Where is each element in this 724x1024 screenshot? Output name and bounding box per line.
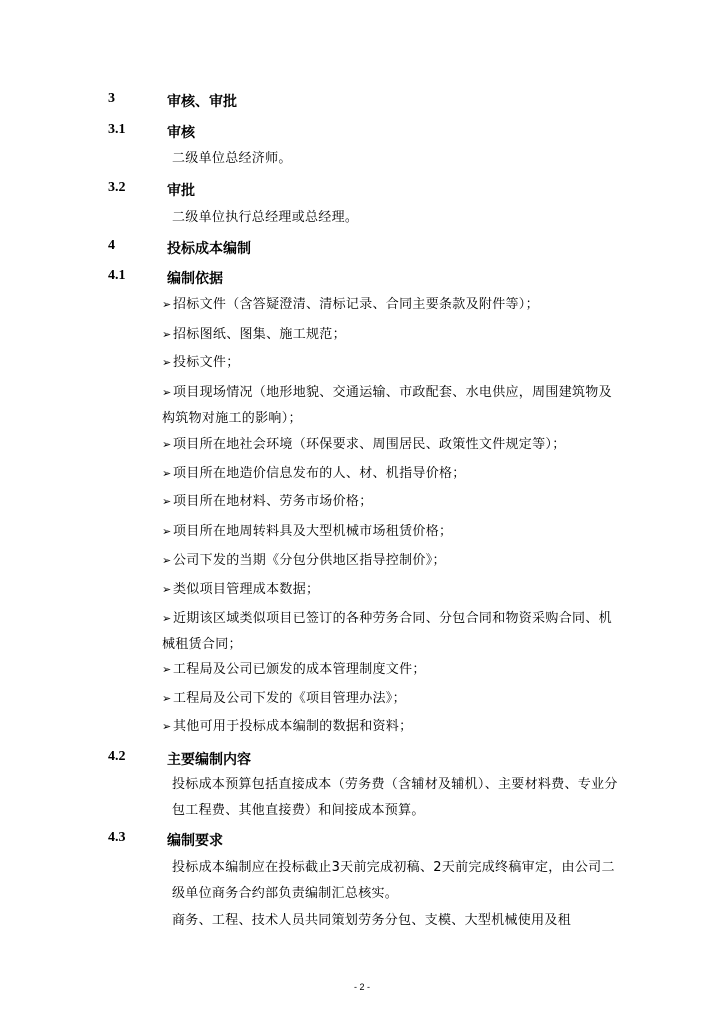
bullet-item: [162, 548, 618, 574]
section-number: 3: [108, 91, 115, 106]
arrow-bullet-icon: ➢: [162, 663, 172, 676]
arrow-bullet-icon: ➢: [162, 438, 172, 451]
section-number: 3.1: [108, 122, 126, 137]
arrow-bullet-icon: ➢: [162, 720, 172, 733]
bullet-item: [162, 686, 618, 712]
arrow-bullet-icon: ➢: [162, 328, 172, 341]
section-paragraph: 投标成本编制应在投标截止3天前完成初稿、2天前完成终稿审定，由公司二级单位商务合约部负责编制汇总核实。: [172, 860, 615, 901]
bullet-text: 项目所在地社会环境（环保要求、周围居民、政策性文件规定等）；: [173, 437, 566, 452]
section-paragraph: 商务、工程、技术人员共同策划劳务分包、支模、大型机械使用及租: [172, 913, 572, 928]
bullet-item: [162, 489, 618, 515]
section-heading: 编制要求: [167, 833, 223, 849]
bullet-item: [162, 380, 618, 432]
section-number: 4.1: [108, 268, 126, 283]
page-number: - 2 -: [353, 982, 370, 992]
bullet-item: [162, 461, 618, 487]
arrow-bullet-icon: ➢: [162, 298, 172, 311]
bullet-text: 项目现场情况（地形地貌、交通运输、市政配套、水电供应，周围建筑物及构筑物对施工的影响）；: [162, 385, 612, 426]
arrow-bullet-icon: ➢: [162, 692, 172, 705]
arrow-bullet-icon: ➢: [162, 467, 172, 480]
bullet-item: [162, 432, 618, 458]
bullet-text: 公司下发的当期《分包分供地区指导控制价》；: [173, 553, 446, 568]
section-number: 4: [108, 238, 115, 253]
section-number: 4.2: [108, 749, 126, 764]
bullet-text: 项目所在地造价信息发布的人、材、机指导价格；: [173, 466, 466, 481]
arrow-bullet-icon: ➢: [162, 554, 172, 567]
arrow-bullet-icon: ➢: [162, 612, 172, 625]
bullet-text: 其他可用于投标成本编制的数据和资料；: [173, 719, 413, 734]
section-heading: 审核: [167, 125, 195, 141]
section-heading: 审批: [167, 183, 195, 199]
bullet-text: 项目所在地材料、劳务市场价格；: [173, 494, 373, 509]
bullet-item: [162, 292, 618, 318]
bullet-item: [162, 350, 618, 376]
section-heading: 编制依据: [167, 271, 223, 287]
bullet-text: 类似项目管理成本数据；: [173, 582, 320, 597]
bullet-item: [162, 606, 618, 658]
section-heading: 审核、审批: [167, 94, 237, 110]
bullet-text: 投标文件；: [173, 355, 240, 370]
section-number: 3.2: [108, 180, 126, 195]
bullet-item: [162, 714, 618, 740]
bullet-item: [162, 322, 618, 348]
arrow-bullet-icon: ➢: [162, 583, 172, 596]
arrow-bullet-icon: ➢: [162, 386, 172, 399]
bullet-item: [162, 519, 618, 545]
arrow-bullet-icon: ➢: [162, 525, 172, 538]
bullet-text: 工程局及公司下发的《项目管理办法》；: [173, 691, 406, 706]
section-number: 4.3: [108, 830, 126, 845]
section-paragraph: 二级单位执行总经理或总经理。: [172, 210, 359, 225]
bullet-text: 工程局及公司已颁发的成本管理制度文件；: [173, 662, 426, 677]
arrow-bullet-icon: ➢: [162, 495, 172, 508]
section-paragraph: 投标成本预算包括直接成本（劳务费（含辅材及辅机）、主要材料费、专业分包工程费、其他直接费）和间接成本预算。: [172, 777, 618, 818]
section-heading: 投标成本编制: [167, 241, 251, 257]
section-heading: 主要编制内容: [167, 752, 251, 768]
bullet-text: 近期该区域类似项目已签订的各种劳务合同、分包合同和物资采购合同、机械租赁合同；: [162, 611, 612, 652]
arrow-bullet-icon: ➢: [162, 356, 172, 369]
bullet-item: [162, 657, 618, 683]
bullet-text: 招标图纸、图集、施工规范；: [173, 327, 346, 342]
bullet-text: 项目所在地周转料具及大型机械市场租赁价格；: [173, 524, 453, 539]
bullet-item: [162, 577, 618, 603]
section-paragraph: 二级单位总经济师。: [172, 151, 292, 166]
bullet-text: 招标文件（含答疑澄清、清标记录、合同主要条款及附件等）；: [173, 297, 539, 312]
